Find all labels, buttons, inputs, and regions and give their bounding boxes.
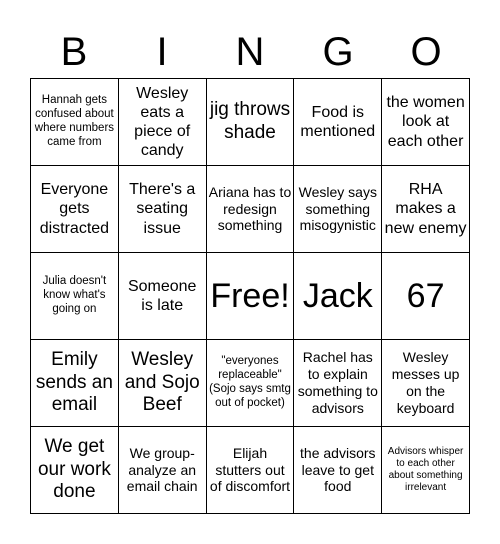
bingo-cell[interactable]: jig throws shade <box>207 79 295 166</box>
bingo-cell-free[interactable]: Free! <box>207 253 295 340</box>
bingo-cell[interactable]: Hannah gets confused about where numbers came from <box>31 79 119 166</box>
bingo-cell[interactable]: There's a seating issue <box>119 166 207 253</box>
header-letter-o: O <box>410 30 442 74</box>
bingo-cell[interactable]: the advisors leave to get food <box>294 427 382 514</box>
bingo-cell[interactable]: RHA makes a new enemy <box>382 166 470 253</box>
bingo-cell[interactable]: 67 <box>382 253 470 340</box>
bingo-cell[interactable]: Ariana has to redesign something <box>207 166 295 253</box>
header-letter-g: G <box>322 30 354 74</box>
bingo-header <box>30 26 470 78</box>
bingo-cell[interactable]: Julia doesn't know what's going on <box>31 253 119 340</box>
bingo-cell[interactable]: Food is mentioned <box>294 79 382 166</box>
bingo-grid <box>30 78 470 514</box>
bingo-cell[interactable]: Everyone gets distracted <box>31 166 119 253</box>
header-letter-i: I <box>156 30 168 74</box>
bingo-cell[interactable]: Elijah stutters out of discomfort <box>207 427 295 514</box>
bingo-cell[interactable]: Advisors whisper to each other about something irrelevant <box>382 427 470 514</box>
header-letter-b: B <box>60 30 88 74</box>
header-letter-n: N <box>235 30 265 74</box>
bingo-cell[interactable]: the women look at each other <box>382 79 470 166</box>
bingo-cell[interactable]: Wesley and Sojo Beef <box>119 340 207 427</box>
bingo-cell[interactable]: "everyones replaceable" (Sojo says smtg out of pocket) <box>207 340 295 427</box>
bingo-cell[interactable]: Someone is late <box>119 253 207 340</box>
bingo-cell[interactable]: Wesley says something misogynistic <box>294 166 382 253</box>
bingo-cell[interactable]: Wesley messes up on the keyboard <box>382 340 470 427</box>
bingo-cell[interactable]: Emily sends an email <box>31 340 119 427</box>
bingo-cell[interactable]: We get our work done <box>31 427 119 514</box>
bingo-cell[interactable]: Jack <box>294 253 382 340</box>
bingo-cell[interactable]: We group-analyze an email chain <box>119 427 207 514</box>
bingo-cell[interactable]: Rachel has to explain something to advisors <box>294 340 382 427</box>
bingo-cell[interactable]: Wesley eats a piece of candy <box>119 79 207 166</box>
